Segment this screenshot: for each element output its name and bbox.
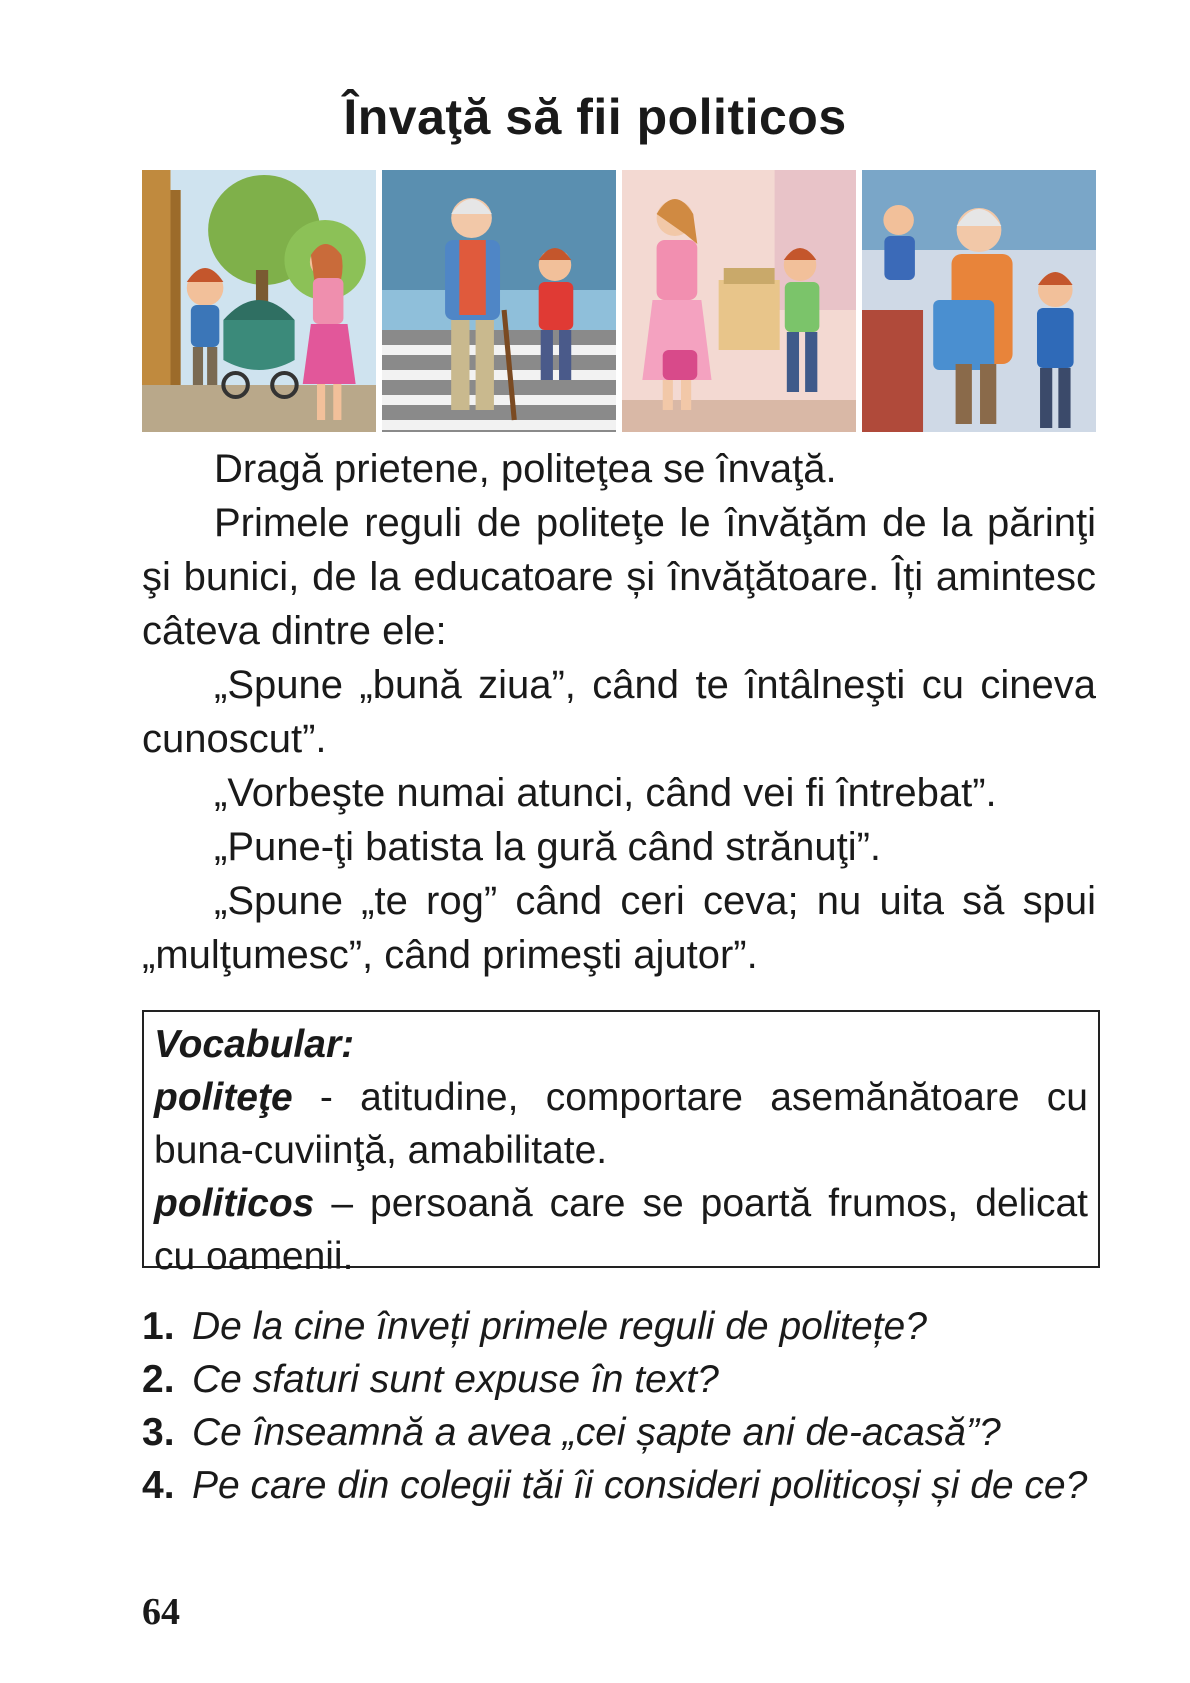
woman-boy-bag-illustration [622, 170, 856, 432]
question-number: 2. [142, 1358, 175, 1401]
question-text: Ce sfaturi sunt expuse în text? [192, 1358, 719, 1401]
paragraph: Dragă prietene, politeţea se învaţă. [214, 447, 837, 491]
question-number: 4. [142, 1464, 175, 1507]
question-text: Pe care din colegii tăi îi consideri politicoși și de ce? [192, 1464, 1088, 1507]
illustration-strip [142, 170, 1096, 432]
vocabulary-heading: Vocabular: [154, 1023, 355, 1066]
paragraph: „Vorbeşte numai atunci, când vei fi întrebat”. [214, 771, 997, 815]
question-number: 3. [142, 1411, 175, 1454]
question-text: Ce înseamnă a avea „cei șapte ani de-acasă”? [192, 1411, 1001, 1454]
vocabulary-definition: – persoană care se poartă frumos, delicat cu oamenii. [154, 1182, 1088, 1278]
question-item [142, 1459, 1100, 1512]
mother-stroller-boy-illustration [142, 170, 376, 432]
vocabulary-box [142, 1010, 1100, 1278]
paragraph: „Spune „bună ziua”, când te întâlneşti cu cineva cunoscut”. [142, 663, 1096, 761]
paragraph: Primele reguli de politeţe le învăţăm de la părinţi şi bunici, de la educatoare și învăţătoare. Îți amintesc câteva dintre ele: [142, 501, 1096, 653]
vocabulary-definition: - atitudine, comportare asemănătoare cu buna-cuviinţă, amabilitate. [154, 1076, 1088, 1172]
paragraph: „Spune „te rog” când ceri ceva; nu uita să spui „mulţumesc”, când primeşti ajutor”. [142, 879, 1096, 977]
page-title: Învaţă să fii politicos [343, 89, 847, 145]
reading-text [142, 442, 1096, 982]
question-number: 1. [142, 1305, 175, 1348]
question-item [142, 1406, 1100, 1459]
vocabulary-entry [154, 1071, 1088, 1177]
question-item [142, 1353, 1100, 1406]
paragraph: „Pune-ţi batista la gură când strănuţi”. [214, 825, 882, 869]
vocabulary-term: politeţe [154, 1076, 293, 1119]
grandfather-crosswalk-boy-illustration [382, 170, 616, 432]
page-number: 64 [142, 1591, 180, 1633]
questions-list [142, 1300, 1100, 1512]
grandmother-bus-boy-illustration [862, 170, 1096, 432]
question-text: De la cine înveți primele reguli de politețe? [192, 1305, 927, 1348]
vocabulary-term: politicos [154, 1182, 315, 1225]
question-item [142, 1300, 1100, 1353]
vocabulary-entry [154, 1177, 1088, 1283]
